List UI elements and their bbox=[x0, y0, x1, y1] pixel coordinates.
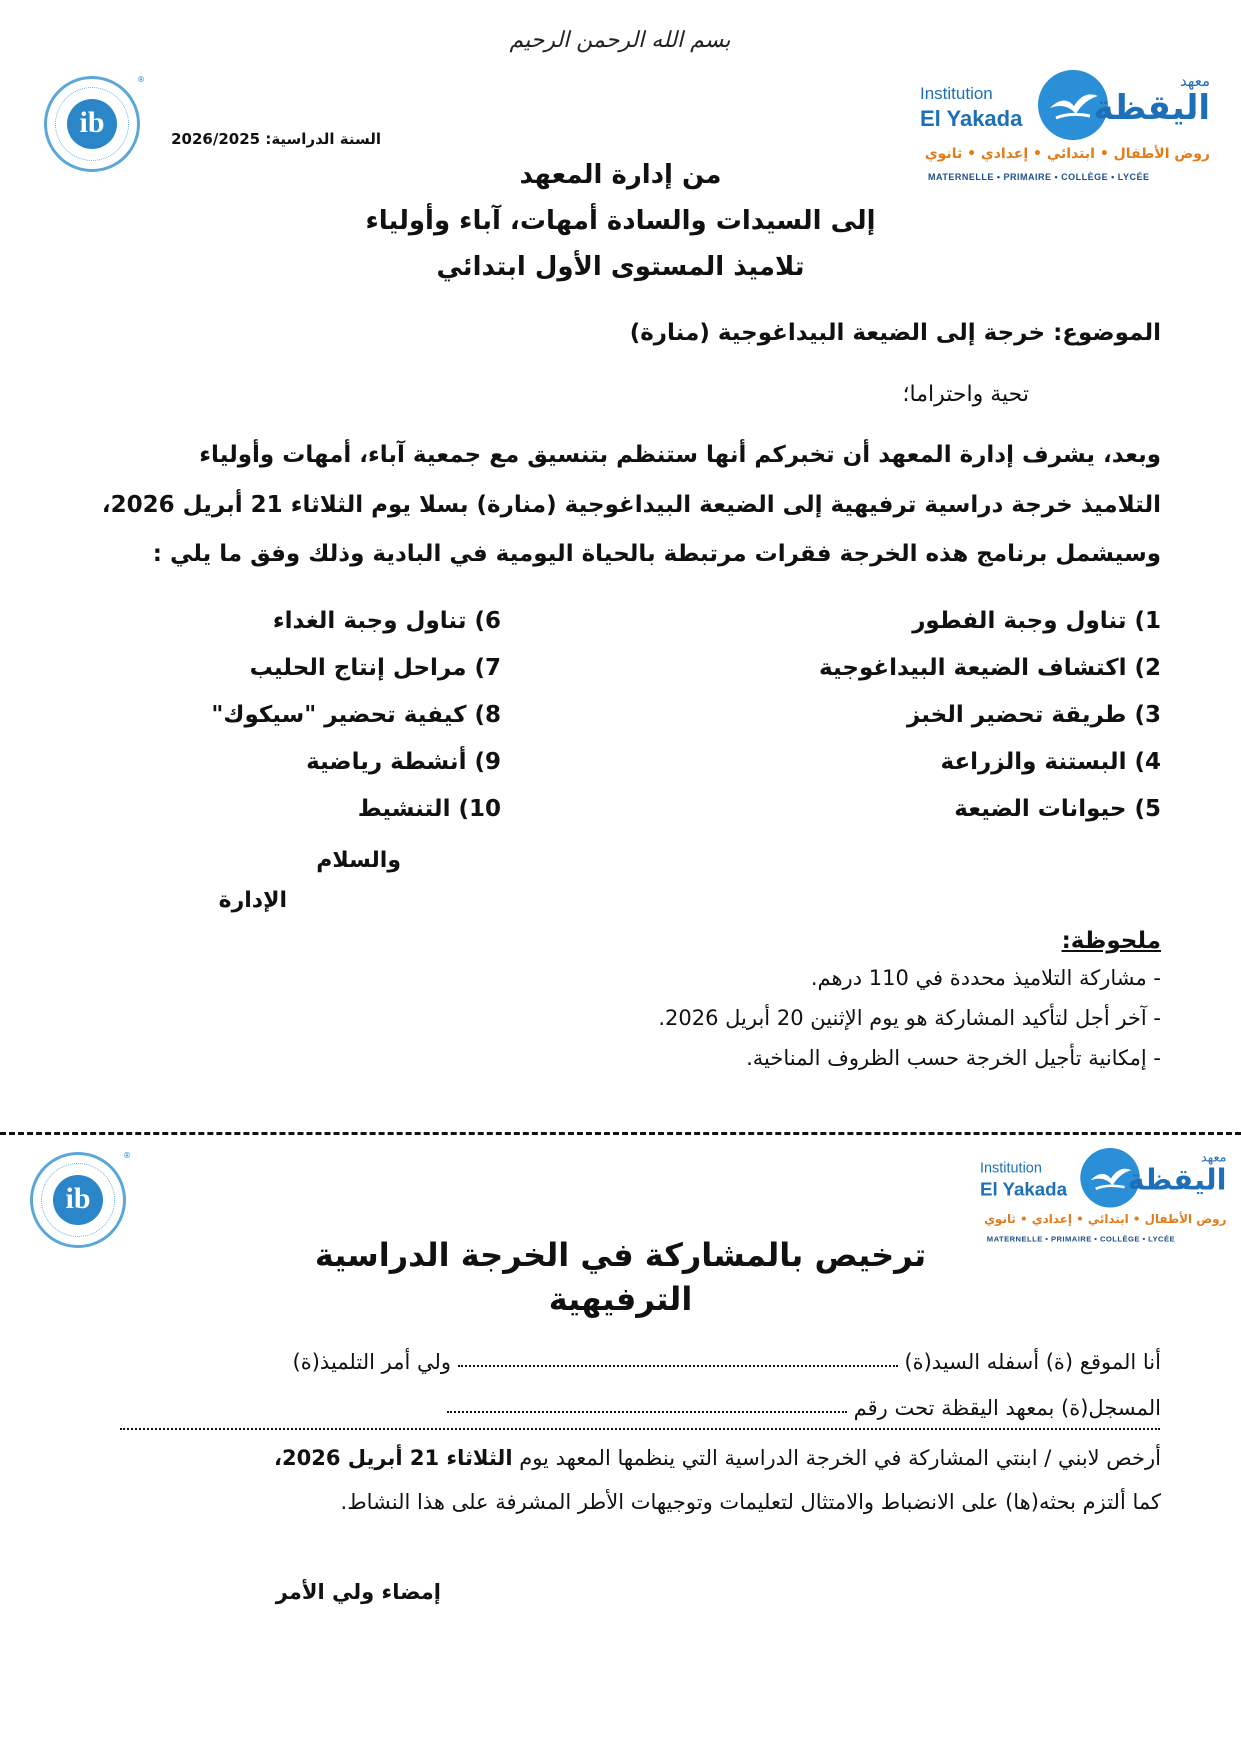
form-line-1-text-a: أنا الموقع (ة) أسفله السيد(ة) bbox=[904, 1350, 1161, 1374]
logo-institution-text: Institution bbox=[980, 1159, 1042, 1177]
letter-signature: الإدارة bbox=[218, 888, 287, 913]
program-item-3: 3) طريقة تحضير الخبز bbox=[906, 702, 1161, 728]
ib-registered-mark: ® bbox=[137, 75, 145, 84]
body-line-2: التلاميذ خرجة دراسية ترفيهية إلى الضيعة البيداغوجية (منارة) بسلا يوم الثلاثاء 21 أبريل 2026، bbox=[101, 492, 1161, 518]
program-item-7: 7) مراحل إنتاج الحليب bbox=[249, 655, 501, 681]
guardian-signature-label: إمضاء ولي الأمر bbox=[275, 1580, 441, 1604]
form-line-2 bbox=[447, 1396, 1161, 1420]
student-name-field[interactable] bbox=[120, 1428, 1160, 1430]
logo-ar-small: معهد bbox=[1179, 72, 1210, 90]
logo-levels-fr: MATERNELLE • PRIMAIRE • COLLÈGE • LYCÉE bbox=[986, 1234, 1176, 1244]
program-item-6: 6) تناول وجبة الغداء bbox=[272, 608, 501, 634]
note-line-2: - آخر أجل لتأكيد المشاركة هو يوم الإثنين 20 أبريل 2026. bbox=[658, 1006, 1161, 1030]
form-line-3 bbox=[274, 1446, 1161, 1470]
ib-letters: ib bbox=[67, 99, 117, 149]
logo-name-fr: El Yakada bbox=[980, 1178, 1067, 1200]
program-item-5: 5) حيوانات الضيعة bbox=[954, 796, 1161, 822]
note-title: ملحوظة: bbox=[1061, 928, 1161, 954]
program-item-4: 4) البستنة والزراعة bbox=[940, 749, 1161, 775]
ib-registered-mark: ® bbox=[123, 1151, 131, 1160]
school-year-value: 2026/2025 bbox=[171, 130, 261, 148]
logo-levels-ar: روض الأطفال • ابتدائي • إعدادي • ثانوي bbox=[984, 1212, 1227, 1227]
body-line-3: وسيشمل برنامج هذه الخرجة فقرات مرتبطة بالحياة اليومية في البادية وذلك وفق ما يلي : bbox=[152, 541, 1161, 567]
letter-closing: والسلام bbox=[316, 848, 401, 873]
form-line-2-text-a: المسجل(ة) بمعهد اليقظة تحت رقم bbox=[853, 1396, 1161, 1420]
school-year-label: السنة الدراسية: bbox=[265, 130, 381, 148]
logo-name-ar: اليقظة bbox=[1093, 88, 1210, 128]
program-item-2: 2) اكتشاف الضيعة البيداغوجية bbox=[819, 655, 1161, 681]
program-item-8: 8) كيفية تحضير "سيكوك" bbox=[211, 702, 501, 728]
logo-name-ar: اليقظة bbox=[1127, 1163, 1227, 1198]
permission-title-line-2: الترفيهية bbox=[548, 1280, 693, 1318]
program-item-10: 10) التنشيط bbox=[357, 796, 501, 822]
form-line-3-date: الثلاثاء 21 أبريل 2026، bbox=[274, 1446, 513, 1470]
logo-name-fr: El Yakada bbox=[920, 106, 1023, 131]
form-line-1-text-b: ولي أمر التلميذ(ة) bbox=[292, 1350, 452, 1374]
note-line-3: - إمكانية تأجيل الخرجة حسب الظروف المناخية. bbox=[746, 1046, 1161, 1070]
letter-to: إلى السيدات والسادة أمهات، آباء وأولياء bbox=[365, 206, 876, 236]
permission-title-line-1: ترخيص بالمشاركة في الخرجة الدراسية bbox=[314, 1236, 927, 1274]
form-line-3-text-a: أرخص لابني / ابنتي المشاركة في الخرجة الدراسية التي ينظمها المعهد يوم bbox=[519, 1446, 1161, 1470]
school-year bbox=[171, 130, 381, 148]
guardian-name-field[interactable] bbox=[458, 1359, 898, 1367]
program-item-9: 9) أنشطة رياضية bbox=[306, 749, 501, 775]
logo-institution-text: Institution bbox=[920, 84, 993, 103]
logo-levels-fr: MATERNELLE • PRIMAIRE • COLLÈGE • LYCÉE bbox=[928, 172, 1150, 182]
form-line-1 bbox=[293, 1350, 1161, 1374]
letter-greeting: تحية واحتراما؛ bbox=[902, 382, 1029, 407]
form-line-4: كما ألتزم بحثه(ها) على الانضباط والامتثال لتعليمات وتوجيهات الأطر المشرفة على هذا النشاط. bbox=[340, 1490, 1161, 1514]
cut-line bbox=[0, 1132, 1241, 1135]
letter-from: من إدارة المعهد bbox=[519, 160, 722, 190]
registration-number-field[interactable] bbox=[447, 1405, 847, 1413]
body-line-1: وبعد، يشرف إدارة المعهد أن تخبركم أنها ستنظم بتنسيق مع جمعية آباء، أمهات وأولياء bbox=[199, 442, 1161, 468]
note-line-1: - مشاركة التلاميذ محددة في 110 درهم. bbox=[810, 966, 1161, 990]
logo-levels-ar: روض الأطفال • ابتدائي • إعدادي • ثانوي bbox=[924, 146, 1210, 162]
letter-audience: تلاميذ المستوى الأول ابتدائي bbox=[436, 252, 805, 282]
program-item-1: 1) تناول وجبة الفطور bbox=[912, 608, 1161, 634]
logo-ar-small: معهد bbox=[1200, 1149, 1227, 1165]
ib-logo bbox=[44, 75, 145, 172]
basmala: بسم الله الرحمن الرحيم bbox=[509, 28, 731, 53]
ib-logo-bottom bbox=[30, 1151, 131, 1248]
letter-subject: الموضوع: خرجة إلى الضيعة البيداغوجية (منارة) bbox=[629, 320, 1161, 346]
ib-letters: ib bbox=[53, 1175, 103, 1225]
